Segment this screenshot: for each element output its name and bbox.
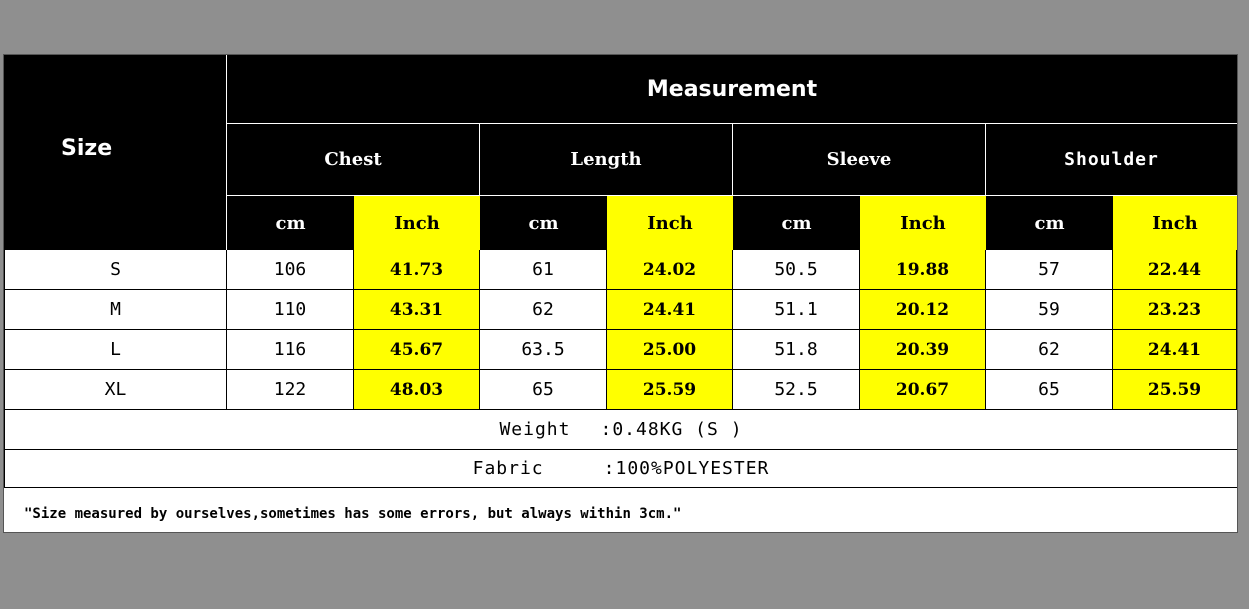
table-cell: 43.31 (354, 290, 480, 330)
sleeve-cm-header: cm (733, 196, 860, 250)
measurement-header: Measurement (227, 55, 1237, 124)
table-cell: 122 (227, 370, 354, 410)
chest-cm-header: cm (227, 196, 354, 250)
fabric-label: Fabric (472, 458, 544, 479)
sleeve-inch-header: Inch (860, 196, 986, 250)
table-cell: 25.59 (607, 370, 733, 410)
table-cell: 110 (227, 290, 354, 330)
shoulder-inch-header: Inch (1113, 196, 1237, 250)
table-row: XL (4, 370, 227, 410)
table-cell: 59 (986, 290, 1113, 330)
table-cell: 65 (480, 370, 607, 410)
table-cell: 20.39 (860, 330, 986, 370)
table-cell: 20.67 (860, 370, 986, 410)
fabric-value: :100%POLYESTER (603, 458, 770, 479)
table-cell: 45.67 (354, 330, 480, 370)
table-cell: 25.00 (607, 330, 733, 370)
table-cell: 57 (986, 250, 1113, 290)
table-cell: 116 (227, 330, 354, 370)
table-cell: 25.59 (1113, 370, 1237, 410)
table-cell: 62 (480, 290, 607, 330)
chest-inch-header: Inch (354, 196, 480, 250)
table-cell: 62 (986, 330, 1113, 370)
table-row: S (4, 250, 227, 290)
table-cell: 52.5 (733, 370, 860, 410)
fabric-row (4, 450, 1237, 488)
shoulder-cm-header: cm (986, 196, 1113, 250)
table-cell: 24.02 (607, 250, 733, 290)
table-cell: 51.8 (733, 330, 860, 370)
length-header: Length (480, 124, 733, 196)
table-cell: 106 (227, 250, 354, 290)
table-cell: 61 (480, 250, 607, 290)
table-cell: 20.12 (860, 290, 986, 330)
table-cell: 22.44 (1113, 250, 1237, 290)
table-row: L (4, 330, 227, 370)
length-cm-header: cm (480, 196, 607, 250)
table-cell: 50.5 (733, 250, 860, 290)
table-cell: 24.41 (1113, 330, 1237, 370)
table-cell: 24.41 (607, 290, 733, 330)
note-row: "Size measured by ourselves,sometimes has some errors, but always within 3cm." (4, 488, 1237, 532)
table-cell: 23.23 (1113, 290, 1237, 330)
size-chart (3, 54, 1238, 533)
table-cell: 48.03 (354, 370, 480, 410)
table-cell: 63.5 (480, 330, 607, 370)
table-cell: 65 (986, 370, 1113, 410)
table-cell: 41.73 (354, 250, 480, 290)
weight-value: :0.48KG (S ) (600, 419, 743, 440)
shoulder-header: Shoulder (986, 124, 1237, 196)
chest-header: Chest (227, 124, 480, 196)
sleeve-header: Sleeve (733, 124, 986, 196)
table-cell: 51.1 (733, 290, 860, 330)
table-row: M (4, 290, 227, 330)
weight-label: Weight (499, 419, 571, 440)
length-inch-header: Inch (607, 196, 733, 250)
size-header: Size (4, 55, 227, 250)
weight-row (4, 410, 1237, 450)
table-cell: 19.88 (860, 250, 986, 290)
